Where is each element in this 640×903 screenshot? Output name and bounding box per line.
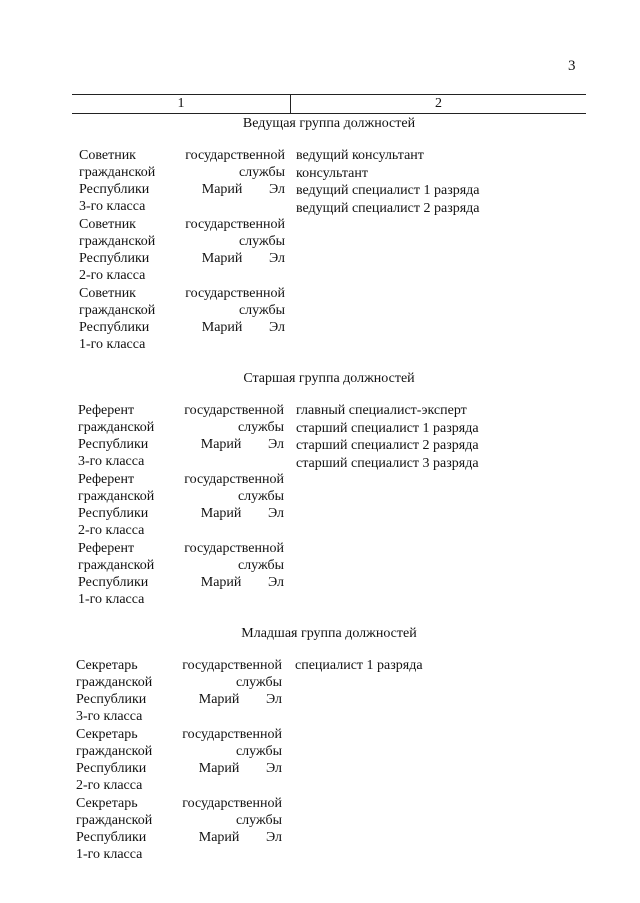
rank-entry: Секретарь государственной гражданской службы Республики Марий Эл 2-го класса — [76, 727, 282, 793]
position-item: специалист 1 разряда — [295, 658, 423, 673]
position-item: главный специалист-эксперт — [296, 403, 467, 418]
rank-entry: Советник государственной гражданской службы Республики Марий Эл 1-го класса — [79, 286, 285, 352]
position-item: ведущий специалист 2 разряда — [296, 200, 480, 216]
table-header — [72, 94, 586, 114]
rank-entry: Референт государственной гражданской службы Республики Марий Эл 2-го класса — [78, 472, 284, 538]
positions-list — [296, 402, 479, 472]
position-item: ведущий специалист 1 разряда — [296, 183, 480, 198]
group-title-leading: Ведущая группа должностей — [242, 116, 416, 131]
position-item: старший специалист 2 разряда — [296, 438, 479, 453]
rank-entry: Секретарь государственной гражданской службы Республики Марий Эл 3-го класса — [76, 658, 282, 724]
position-item: ведущий консультант — [296, 148, 424, 163]
rank-entry: Референт государственной гражданской службы Республики Марий Эл 1-го класса — [78, 541, 284, 607]
rank-entry: Советник государственной гражданской службы Республики Марий Эл 2-го класса — [79, 217, 285, 283]
page-number: 3 — [568, 58, 576, 74]
group-title-senior: Старшая группа должностей — [243, 371, 415, 386]
rank-entry: Секретарь государственной гражданской службы Республики Марий Эл 1-го класса — [76, 796, 282, 862]
position-item: консультант — [296, 165, 368, 181]
rank-entry: Референт государственной гражданской службы Республики Марий Эл 3-го класса — [78, 403, 284, 469]
position-item: старший специалист 3 разряда — [296, 455, 479, 471]
position-item: старший специалист 1 разряда — [296, 420, 479, 436]
header-col-2: 2 — [435, 96, 442, 111]
positions-list — [295, 657, 423, 675]
rank-entry: Советник государственной гражданской службы Республики Марий Эл 3-го класса — [79, 148, 285, 214]
group-title-junior: Младшая группа должностей — [241, 626, 417, 641]
positions-list — [296, 147, 480, 217]
header-col-1: 1 — [72, 95, 291, 113]
